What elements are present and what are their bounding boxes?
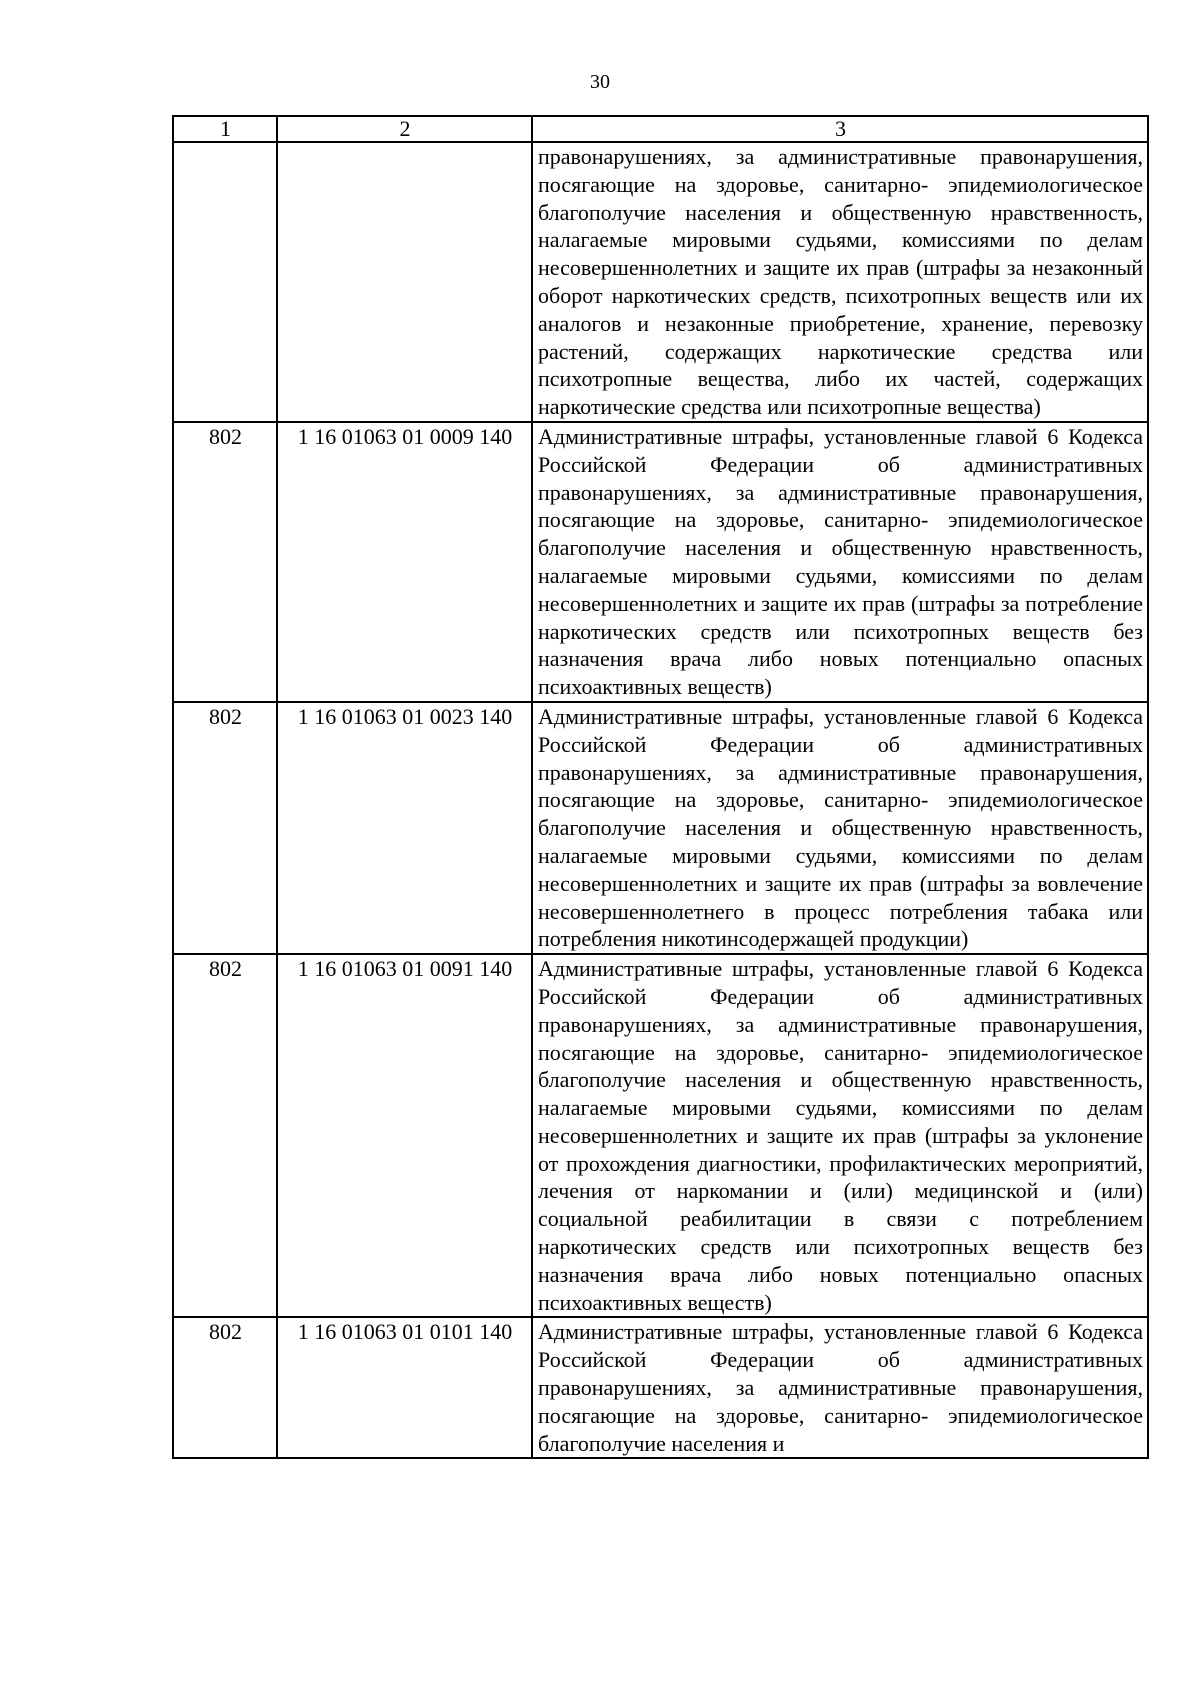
description-line: правонарушениях, за административные — [538, 1011, 957, 1037]
chapter-code-cell: 802 — [173, 1317, 277, 1458]
description-line: судьями, комиссиями по делам несовершеннолетних и — [538, 1095, 1143, 1148]
description-line: веществ) — [687, 1289, 772, 1315]
description-line: Кодекса Российской Федерации об административных — [538, 423, 1143, 477]
description-line: правонарушениях, за административные — [538, 144, 957, 169]
chapter-code-cell: 802 — [173, 422, 277, 702]
description-cell — [532, 1317, 1148, 1458]
description-line: Административные штрафы, установленные главой 6 — [538, 703, 1059, 729]
description-line: Административные штрафы, установленные главой 6 — [538, 423, 1059, 449]
budget-code-cell: 1 16 01063 01 0023 140 — [277, 702, 532, 954]
description-line: эпидемиологическое благополучие населения и — [538, 787, 1143, 841]
budget-codes-table — [172, 115, 1149, 1459]
table-row — [173, 422, 1148, 702]
page-number: 30 — [590, 71, 610, 93]
chapter-code-cell: 802 — [173, 702, 277, 954]
description-line: наркотические средства или психотропные вещества) — [538, 394, 1041, 420]
description-line: судьями, комиссиями по делам несовершеннолетних и — [538, 562, 1143, 616]
description-line: судьями, комиссиями по делам несовершеннолетних и — [538, 227, 1143, 281]
description-line: эпидемиологическое благополучие населения и — [538, 1402, 1143, 1456]
header-col-3: 3 — [532, 116, 1148, 142]
description-line: реабилитации в связи с потреблением наркотических — [538, 1206, 1143, 1260]
budget-code-cell: 1 16 01063 01 0009 140 — [277, 422, 532, 702]
description-cell — [532, 954, 1148, 1317]
description-line: судьями, комиссиями по делам несовершеннолетних и — [538, 842, 1143, 896]
description-line: наркотических средств, психотропных веществ или их — [611, 282, 1143, 308]
description-line: общественную нравственность, налагаемые мировыми — [538, 815, 1143, 868]
description-line: Административные штрафы, установленные главой 6 — [538, 1319, 1059, 1345]
description-cell — [532, 702, 1148, 954]
description-line: или психотропные вещества, либо их частей, содержащих — [538, 338, 1144, 392]
description-line: правонарушения, посягающие на здоровье, санитарно- — [538, 144, 1143, 197]
description-line: защите их прав (штрафы за потребление наркотических — [538, 590, 1144, 644]
description-line: средств или психотропных веществ без назначения врача — [538, 1234, 1144, 1287]
description-line: несовершеннолетнего в процесс потребления табака или — [538, 898, 1143, 924]
description-line: либо новых потенциально опасных психоактивных — [538, 646, 1144, 700]
description-line: правонарушения, посягающие на здоровье, санитарно- — [538, 1375, 1143, 1428]
header-col-2: 2 — [277, 116, 532, 142]
description-line: Кодекса Российской Федерации об административных — [538, 1319, 1143, 1373]
budget-code-cell: 1 16 01063 01 0091 140 — [277, 954, 532, 1317]
description-line: общественную нравственность, налагаемые мировыми — [538, 199, 1143, 253]
table-row — [173, 1317, 1148, 1458]
table-row — [173, 702, 1148, 954]
description-line: веществ) — [687, 674, 772, 700]
description-line: Кодекса Российской Федерации об административных — [538, 703, 1143, 757]
description-line: эпидемиологическое благополучие населения и — [538, 507, 1143, 561]
budget-code-cell: 1 16 01063 01 0101 140 — [277, 1317, 532, 1458]
description-line: средств или психотропных веществ без назначения врача — [538, 618, 1144, 672]
description-cell — [532, 422, 1148, 702]
description-line: наркомании и (или) медицинской и (или) социальной — [538, 1178, 1144, 1232]
description-line: правонарушения, посягающие на здоровье, санитарно- — [538, 759, 1143, 813]
description-line: защите их прав (штрафы за незаконный оборот — [538, 255, 1143, 308]
description-line: потребления никотинсодержащей продукции) — [538, 926, 969, 952]
description-line: диагностики, профилактических мероприятий, лечения от — [538, 1150, 1143, 1204]
description-line: правонарушениях, за административные — [538, 759, 957, 785]
description-line: перевозку растений, содержащих наркотические средства — [538, 310, 1143, 364]
header-col-1: 1 — [173, 116, 277, 142]
description-line: аналогов и незаконные приобретение, хранение, — [538, 310, 1034, 336]
description-line: правонарушениях, за административные — [538, 479, 957, 505]
description-line: правонарушения, посягающие на здоровье, санитарно- — [538, 1011, 1143, 1065]
budget-code-cell — [277, 142, 532, 422]
table-header-row — [173, 116, 1148, 142]
table-row — [173, 142, 1148, 422]
chapter-code-cell: 802 — [173, 954, 277, 1317]
description-line: Кодекса Российской Федерации об административных — [538, 956, 1143, 1009]
description-line: защите их прав (штрафы за уклонение от прохождения — [538, 1122, 1144, 1176]
description-line: эпидемиологическое благополучие населения и — [538, 171, 1143, 225]
description-line: либо новых потенциально опасных психоактивных — [538, 1261, 1144, 1315]
description-line: общественную нравственность, налагаемые мировыми — [538, 535, 1143, 588]
chapter-code-cell — [173, 142, 277, 422]
description-line: общественную нравственность, налагаемые мировыми — [538, 1067, 1143, 1121]
description-line: эпидемиологическое благополучие населения и — [538, 1039, 1143, 1093]
description-line: защите их прав (штрафы за вовлечение — [764, 870, 1143, 896]
description-line: Административные штрафы, установленные главой 6 — [538, 956, 1059, 982]
table-row — [173, 954, 1148, 1317]
description-line: правонарушениях, за административные — [538, 1375, 957, 1401]
description-cell — [532, 142, 1148, 422]
description-line: правонарушения, посягающие на здоровье, санитарно- — [538, 479, 1143, 533]
